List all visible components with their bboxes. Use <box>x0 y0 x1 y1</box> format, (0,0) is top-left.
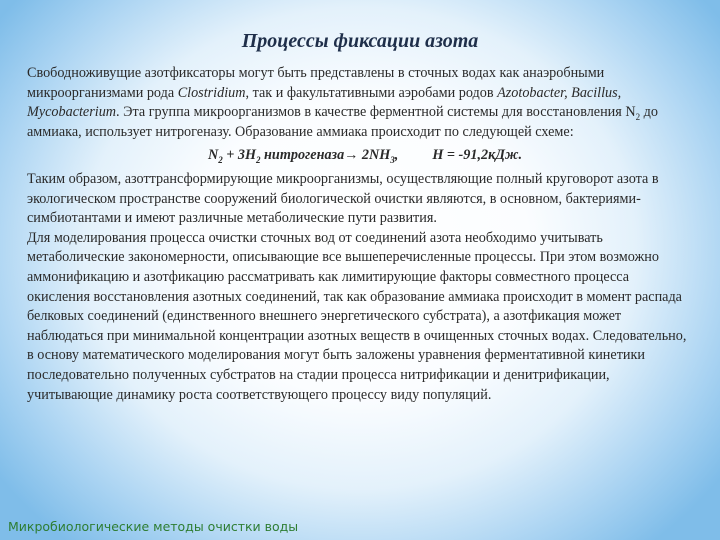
footer-caption: Микробиологические методы очистки воды <box>8 519 299 534</box>
genus-list: Azotobacter, Bacillus, Mycobacterium <box>27 84 622 121</box>
paragraph-intro: Свободноживущие азотфиксаторы могут быть представлены в сточных водах как анаэробными микроорганизмами рода Clostridium, так и факультативными аэробами родов Azotobacter, Bacillus, Mycobacterium. Эта группа микроорганизмов в качестве ферментной системы для восстановления $N_2$ до аммиака, использует нитрогеназу. Образование аммиака происходит по следующей схеме: <box>27 65 658 140</box>
genus-clostridium: Clostridium <box>177 84 246 101</box>
slide-body <box>27 64 693 405</box>
slide-title: Процессы фиксации азота <box>241 30 479 52</box>
paragraph-modeling: Для моделирования процесса очистки сточных вод от соединений азота необходимо учитывать метаболические закономерности, описывающие все вышеперечисленные процессы. При этом возможно аммонификацию и азотфикацию рассматривать как лимитирующие факторы совместного процесса окисления восстановления азотных соединений, так как образование аммиака происходит в момент распада белковых соединений (единственного внешнего энергетического субстрата), а азотфикация может наблюдаться при минимальной концентрации азотных веществ в очищенных сточных водах. Следовательно, в основу математического моделирования могут быть заложены уравнения ферментативной кинетики последовательно полученных субстратов на стадии процесса нитрификации и денитрификации, учитывающие динамику роста соответствующего процессу виду популяций. <box>27 229 687 403</box>
enthalpy-value: H = -91,2кДж. <box>432 147 523 164</box>
paragraph-conclusion: Таким образом, азоттрансформирующие микроорганизмы, осуществляющие полный круговорот азота в экологическом пространстве сооружений биологической очистки являются, в основном, бактериями-симбиотантами и имеют различные метаболические пути развития. <box>27 170 659 227</box>
reaction-equation: $N_2 + 3H_2$ нитрогеназа→ $2NH_3$, H = -91,2кДж. <box>207 147 523 166</box>
